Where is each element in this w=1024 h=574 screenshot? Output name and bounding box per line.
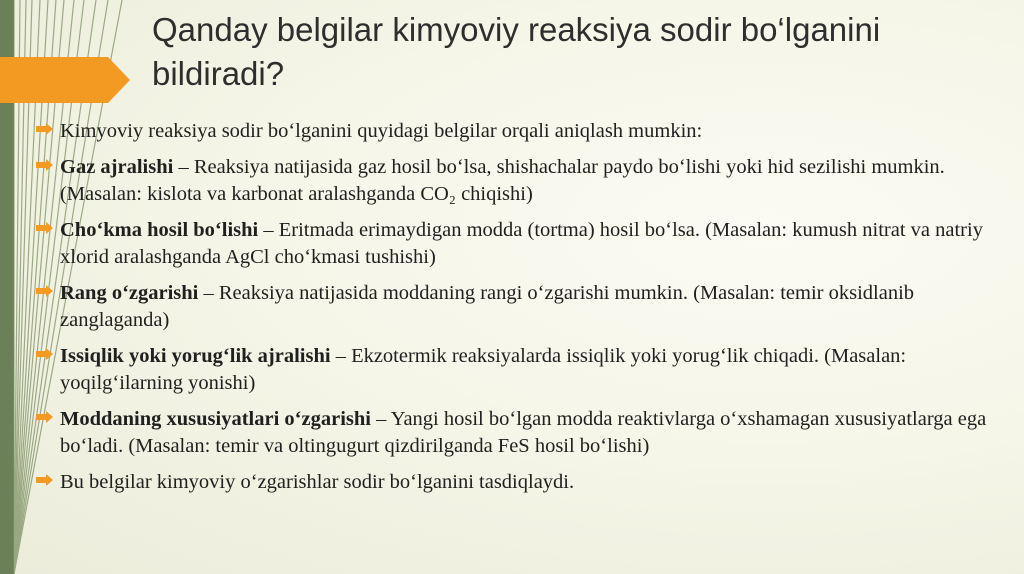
- bullet-item: [36, 217, 1016, 271]
- arrow-bullet-icon: [36, 411, 53, 423]
- arrow-bullet-icon: [36, 348, 53, 360]
- bullet-bold-text: Rang o‘zgarishi: [60, 282, 199, 304]
- arrow-bullet-icon: [36, 285, 53, 297]
- slide-title: Qanday belgilar kimyoviy reaksiya sodir bo‘lganini bildiradi?: [152, 11, 881, 92]
- bullet-text: – Yangi hosil bo‘lgan modda reaktivlarga o‘xshamagan xususiyatlarga ega bo‘ladi. (Masalan: temir va oltingugurt qizdirilganda FeS hosil bo‘lishi): [60, 408, 987, 457]
- bullet-bold-text: Gaz ajralishi: [60, 156, 174, 178]
- bullet-text: – Reaksiya natijasida moddaning rangi o‘zgarishi mumkin. (Masalan: temir oksidlanib zanglaganda): [60, 282, 915, 331]
- bullet-item: [36, 280, 1016, 334]
- bullet-item: [36, 118, 1016, 145]
- bullet-item: [36, 406, 1016, 460]
- arrow-bullet-icon: [36, 222, 53, 234]
- bullet-bold-text: Issiqlik yoki yorug‘lik ajralishi: [60, 345, 331, 367]
- bullet-text: Kimyoviy reaksiya sodir bo‘lganini quyidagi belgilar orqali aniqlash mumkin:: [60, 120, 703, 142]
- title-accent-arrow: [0, 57, 130, 103]
- bullet-bold-text: Cho‘kma hosil bo‘lishi: [60, 219, 259, 241]
- bullet-list: [36, 118, 1016, 505]
- bullet-item: [36, 343, 1016, 397]
- arrow-bullet-icon: [36, 123, 53, 135]
- bullet-text: – Ekzotermik reaksiyalarda issiqlik yoki yorug‘lik chiqadi. (Masalan: yoqilg‘ilarning yonishi): [60, 345, 907, 394]
- bullet-bold-text: Moddaning xususiyatlari o‘zgarishi: [60, 408, 371, 430]
- bullet-text: – Reaksiya natijasida gaz hosil bo‘lsa, shishachalar paydo bo‘lishi yoki hid sezilishi mumkin. (Masalan: kislota va karbonat aralashganda CO₂ chiqishi): [60, 156, 945, 205]
- bullet-item: [36, 469, 1016, 496]
- arrow-bullet-icon: [36, 474, 53, 486]
- bullet-item: [36, 154, 1016, 208]
- bullet-text: Bu belgilar kimyoviy o‘zgarishlar sodir bo‘lganini tasdiqlaydi.: [60, 471, 575, 493]
- bullet-text: – Eritmada erimaydigan modda (tortma) hosil bo‘lsa. (Masalan: kumush nitrat va natriy xlorid aralashganda AgCl cho‘kmasi tushishi): [60, 219, 983, 268]
- arrow-bullet-icon: [36, 159, 53, 171]
